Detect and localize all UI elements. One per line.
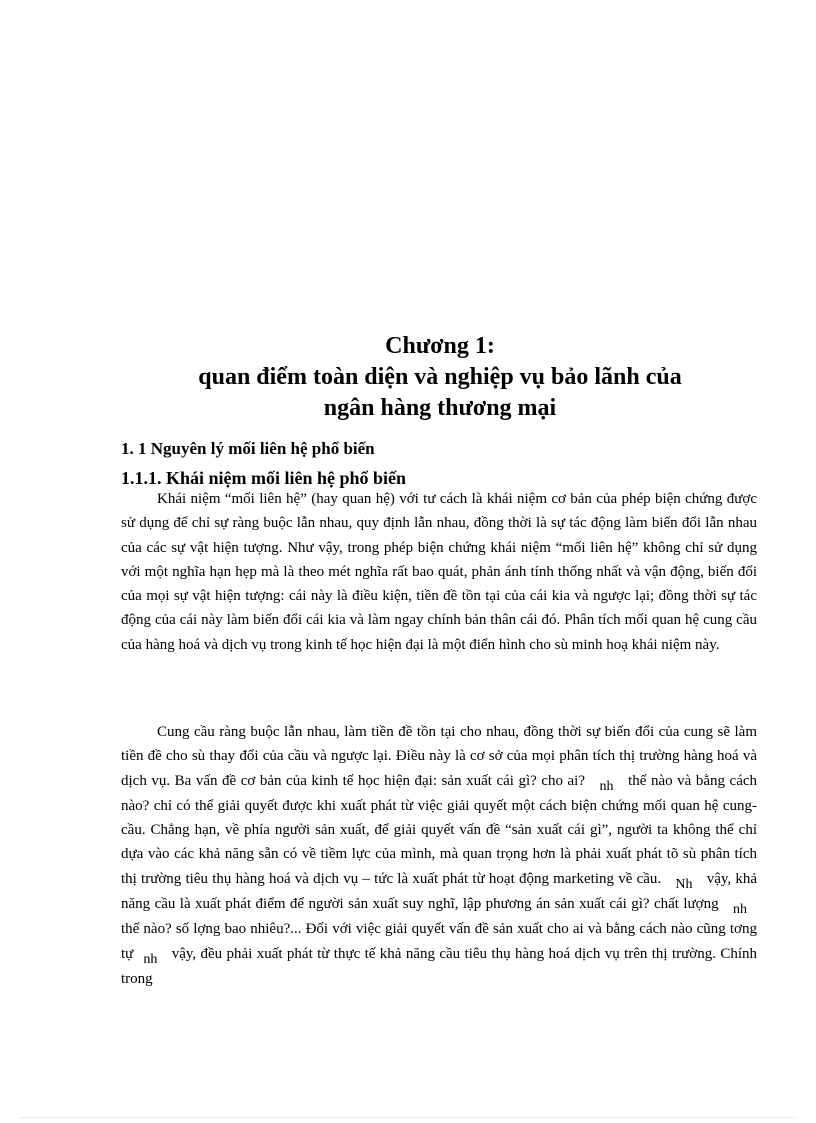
- paragraph-2-text-5: tự: [121, 945, 134, 962]
- page-bottom-divider: [20, 1117, 796, 1118]
- paragraph-1-text: Khái niệm “mối liên hệ” (hay quan hệ) với tư cách là khái niệm cơ bản của phép biện chứng được sử dụng để chỉ sự ràng buộc lẫn nhau, quy định lẫn nhau, đồng thời là sự tác động làm biến đổi lẫn nhau của các sự vật hiện tượng. Như vậy, trong phép biện chứng khái niệm “mối liên hệ” không chỉ sử dụng với một nghĩa hạn hẹp mà là theo mét nghĩa rất bao quát, phản ánh tính thống nhất và vận động, biến đổi của mọi sự vật hiện tượng: cái này là điều kiện, tiền đề tồn tại của cái kia và ngược lại; đồng thời sự tác động của cái này làm biến đổi cái kia và làm ngay chính bản thân cái đó. Phân tích mối quan hệ cung cầu của hàng hoá và dịch vụ trong kinh tế học hiện đại là một điển hình cho sù minh hoạ khái niệm này.: [121, 491, 757, 653]
- paragraph-2-text-6: vậy, đều phải xuất phát từ thực tế khả năng cầu tiêu thụ hàng hoá dịch vụ trên thị trường. Chính trong: [121, 945, 757, 987]
- chapter-title: Chương 1:: [385, 333, 495, 359]
- misplaced-fragment-nh-2: Nh: [675, 876, 693, 892]
- misplaced-fragment-nh-3: nh: [733, 902, 747, 918]
- chapter-subtitle-line-2: ngân hàng thương mại: [323, 395, 557, 421]
- paragraph-1: [121, 487, 757, 657]
- paragraph-2-text-3: vậy, khả năng cầu là xuất phát điểm để người sản xuất suy nghĩ, lập phương án sản xuất cái gì? chất lượng: [121, 870, 758, 913]
- misplaced-fragment-nh-4: nh: [143, 951, 158, 967]
- paragraph-2-text-2: thế nào và bằng cách nào? chỉ có thể giải quyết được khi xuất phát từ việc giải quyết một cách biện chứng mối quan hệ cung-cầu. Chẳng hạn, về phía người sản xuất, để giải quyết vấn đề “sản xuất cái gì”, người ta không thể chỉ dựa vào các khả năng sẵn có về tiềm lực của mình, mà quan trọng hơn là phải xuất phát tõ sù phân tích thị trường tiêu thụ hàng hoá và dịch vụ – tức là xuất phát từ hoạt động marketing về cầu.: [121, 772, 758, 887]
- paragraph-2: [121, 720, 757, 991]
- paragraph-2-text-4: thế nào? số lợng bao nhiêu?... Đối với việc giải quyết vấn đề sản xuất cho ai và bằng cách nào cũng tơng: [121, 921, 757, 938]
- chapter-subtitle-line-1: quan điểm toàn diện và nghiệp vụ bảo lãnh của: [198, 364, 682, 390]
- subsection-heading: 1.1.1. Khái niệm mối liên hệ phổ biến: [121, 468, 407, 488]
- misplaced-fragment-nh-1: nh: [599, 778, 614, 794]
- section-heading: 1. 1 Nguyên lý mối liên hệ phổ biến: [121, 439, 375, 458]
- paragraph-2-text-1: Cung cầu ràng buộc lẫn nhau, làm tiền đề tồn tại cho nhau, đồng thời sự biến đổi của cung sẽ làm tiền đề cho sù thay đổi của cầu và ngược lại. Điều này là cơ sở của mọi phân tích thị trường hàng hoá và dịch vụ. Ba vấn đề cơ bản của kinh tế học hiện đại: sản xuất cái gì? cho ai?: [121, 724, 757, 789]
